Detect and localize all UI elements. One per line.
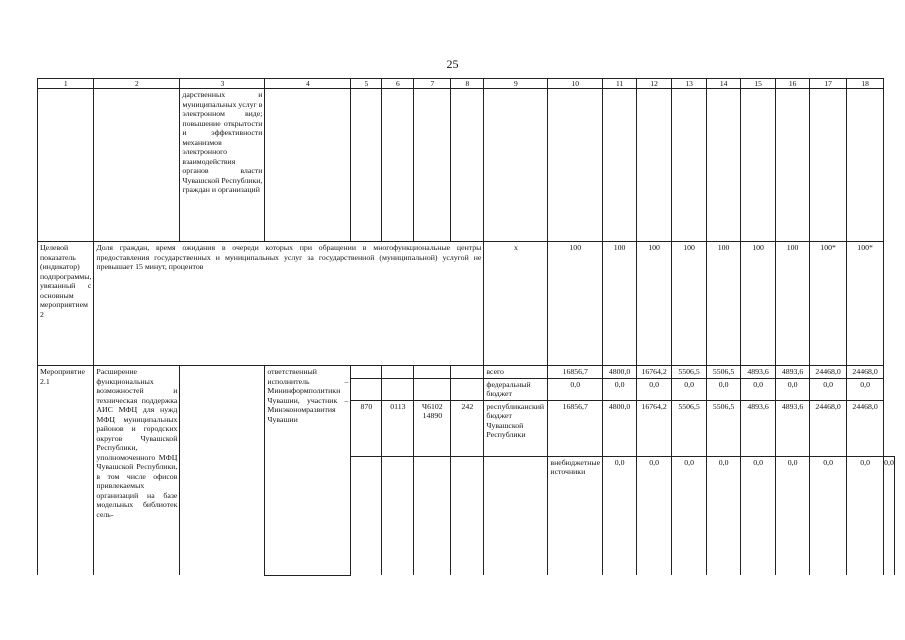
- value-cell: 100*: [810, 242, 847, 366]
- value-cell: 0,0: [548, 378, 603, 400]
- value-cell: 0,0: [707, 378, 741, 400]
- value-cell: 100: [603, 242, 637, 366]
- source-name: федеральный бюджет: [484, 378, 548, 400]
- source-name: внебюджетные источники: [548, 456, 603, 575]
- value-cell: 0,0: [847, 456, 884, 575]
- header-cell: 8: [451, 79, 484, 89]
- value-cell: 4800,0: [603, 400, 637, 456]
- header-cell: 16: [776, 79, 810, 89]
- header-cell: 10: [548, 79, 603, 89]
- value-cell: 16856,7: [548, 400, 603, 456]
- value-cell: 100*: [847, 242, 884, 366]
- measure-executor: ответственный исполнитель – Мининформполитики Чувашии, участник – Минэкономразвития Чувашии: [265, 366, 351, 576]
- value-cell: 0,0: [603, 456, 637, 575]
- measure-name: Расширение функциональных возможностей и техническая поддержка АИС МФЦ для нужд МФЦ муниципальных районов и городских округов Чувашской Республики, уполномоченного МФЦ Чувашской Республики, в том числе офисов привлекаемых организаций на базе модельных библиотек сель-: [94, 366, 180, 576]
- value-cell: 0,0: [884, 456, 895, 575]
- header-cell: 12: [637, 79, 672, 89]
- value-cell: 0,0: [672, 456, 707, 575]
- value-cell: 0,0: [603, 378, 637, 400]
- header-row: [38, 79, 895, 89]
- indicator-col9: х: [484, 242, 548, 366]
- value-cell: 0,0: [810, 378, 847, 400]
- value-cell: 4893,6: [741, 366, 776, 379]
- value-cell: 0,0: [776, 456, 810, 575]
- value-cell: 100: [741, 242, 776, 366]
- measure-label: Мероприятие 2.1: [38, 366, 94, 576]
- value-cell: 4800,0: [603, 366, 637, 379]
- source-row-total: [38, 366, 895, 379]
- code-cell: 0113: [382, 400, 414, 456]
- value-cell: 100: [776, 242, 810, 366]
- value-cell: 16856,7: [548, 366, 603, 379]
- value-cell: 0,0: [672, 378, 707, 400]
- value-cell: 100: [707, 242, 741, 366]
- source-name: республиканский бюджет Чувашской Республики: [484, 400, 548, 456]
- value-cell: 16764,2: [637, 366, 672, 379]
- value-cell: 5506,5: [672, 366, 707, 379]
- page-number: 25: [446, 57, 459, 71]
- value-cell: 5506,5: [707, 366, 741, 379]
- header-cell: 1: [38, 79, 94, 89]
- header-cell: 9: [484, 79, 548, 89]
- source-name: всего: [484, 366, 548, 379]
- header-cell: 6: [382, 79, 414, 89]
- value-cell: 0,0: [741, 378, 776, 400]
- header-cell: 14: [707, 79, 741, 89]
- indicator-description: Доля граждан, время ожидания в очереди которых при обращении в многофункциональные центры предоставления государственных и муниципальных услуг за государственной (муниципальной) услугой не превышает 15 минут, процентов: [94, 242, 484, 366]
- value-cell: 5506,5: [707, 400, 741, 456]
- value-cell: 0,0: [776, 378, 810, 400]
- value-cell: 4893,6: [776, 400, 810, 456]
- value-cell: 0,0: [707, 456, 741, 575]
- header-cell: 18: [847, 79, 884, 89]
- header-cell: 13: [672, 79, 707, 89]
- header-cell: 5: [351, 79, 382, 89]
- value-cell: 24468,0: [810, 366, 847, 379]
- value-cell: 5506,5: [672, 400, 707, 456]
- header-cell: 3: [180, 79, 265, 89]
- indicator-label: Целевой показатель (индикатор) подпрограммы, увязанный с основным мероприятием 2: [38, 242, 94, 366]
- value-cell: 0,0: [741, 456, 776, 575]
- header-cell: 11: [603, 79, 637, 89]
- budget-table: [37, 78, 895, 576]
- value-cell: 0,0: [637, 456, 672, 575]
- value-cell: 24468,0: [847, 366, 884, 379]
- value-cell: 16764,2: [637, 400, 672, 456]
- header-cell: 15: [741, 79, 776, 89]
- value-cell: 0,0: [810, 456, 847, 575]
- continuation-row: [38, 89, 895, 242]
- goal-text: дарственных и муниципальных услуг в электронном виде; повышение открытости и эффективности механизмов электронного взаимодействия органов власти Чувашской Республики, граждан и организаций: [180, 89, 265, 242]
- code-cell: 870: [351, 400, 382, 456]
- value-cell: 24468,0: [810, 400, 847, 456]
- header-cell: 2: [94, 79, 180, 89]
- value-cell: 4893,6: [776, 366, 810, 379]
- header-cell: 7: [414, 79, 451, 89]
- value-cell: 4893,6: [741, 400, 776, 456]
- header-cell: 17: [810, 79, 847, 89]
- value-cell: 100: [637, 242, 672, 366]
- value-cell: 100: [548, 242, 603, 366]
- code-cell: 242: [451, 400, 484, 456]
- value-cell: 24468,0: [847, 400, 884, 456]
- indicator-row: [38, 242, 895, 366]
- value-cell: 0,0: [637, 378, 672, 400]
- header-cell: 4: [265, 79, 351, 89]
- value-cell: 100: [672, 242, 707, 366]
- value-cell: 0,0: [847, 378, 884, 400]
- code-cell: Ч6102 14890: [414, 400, 451, 456]
